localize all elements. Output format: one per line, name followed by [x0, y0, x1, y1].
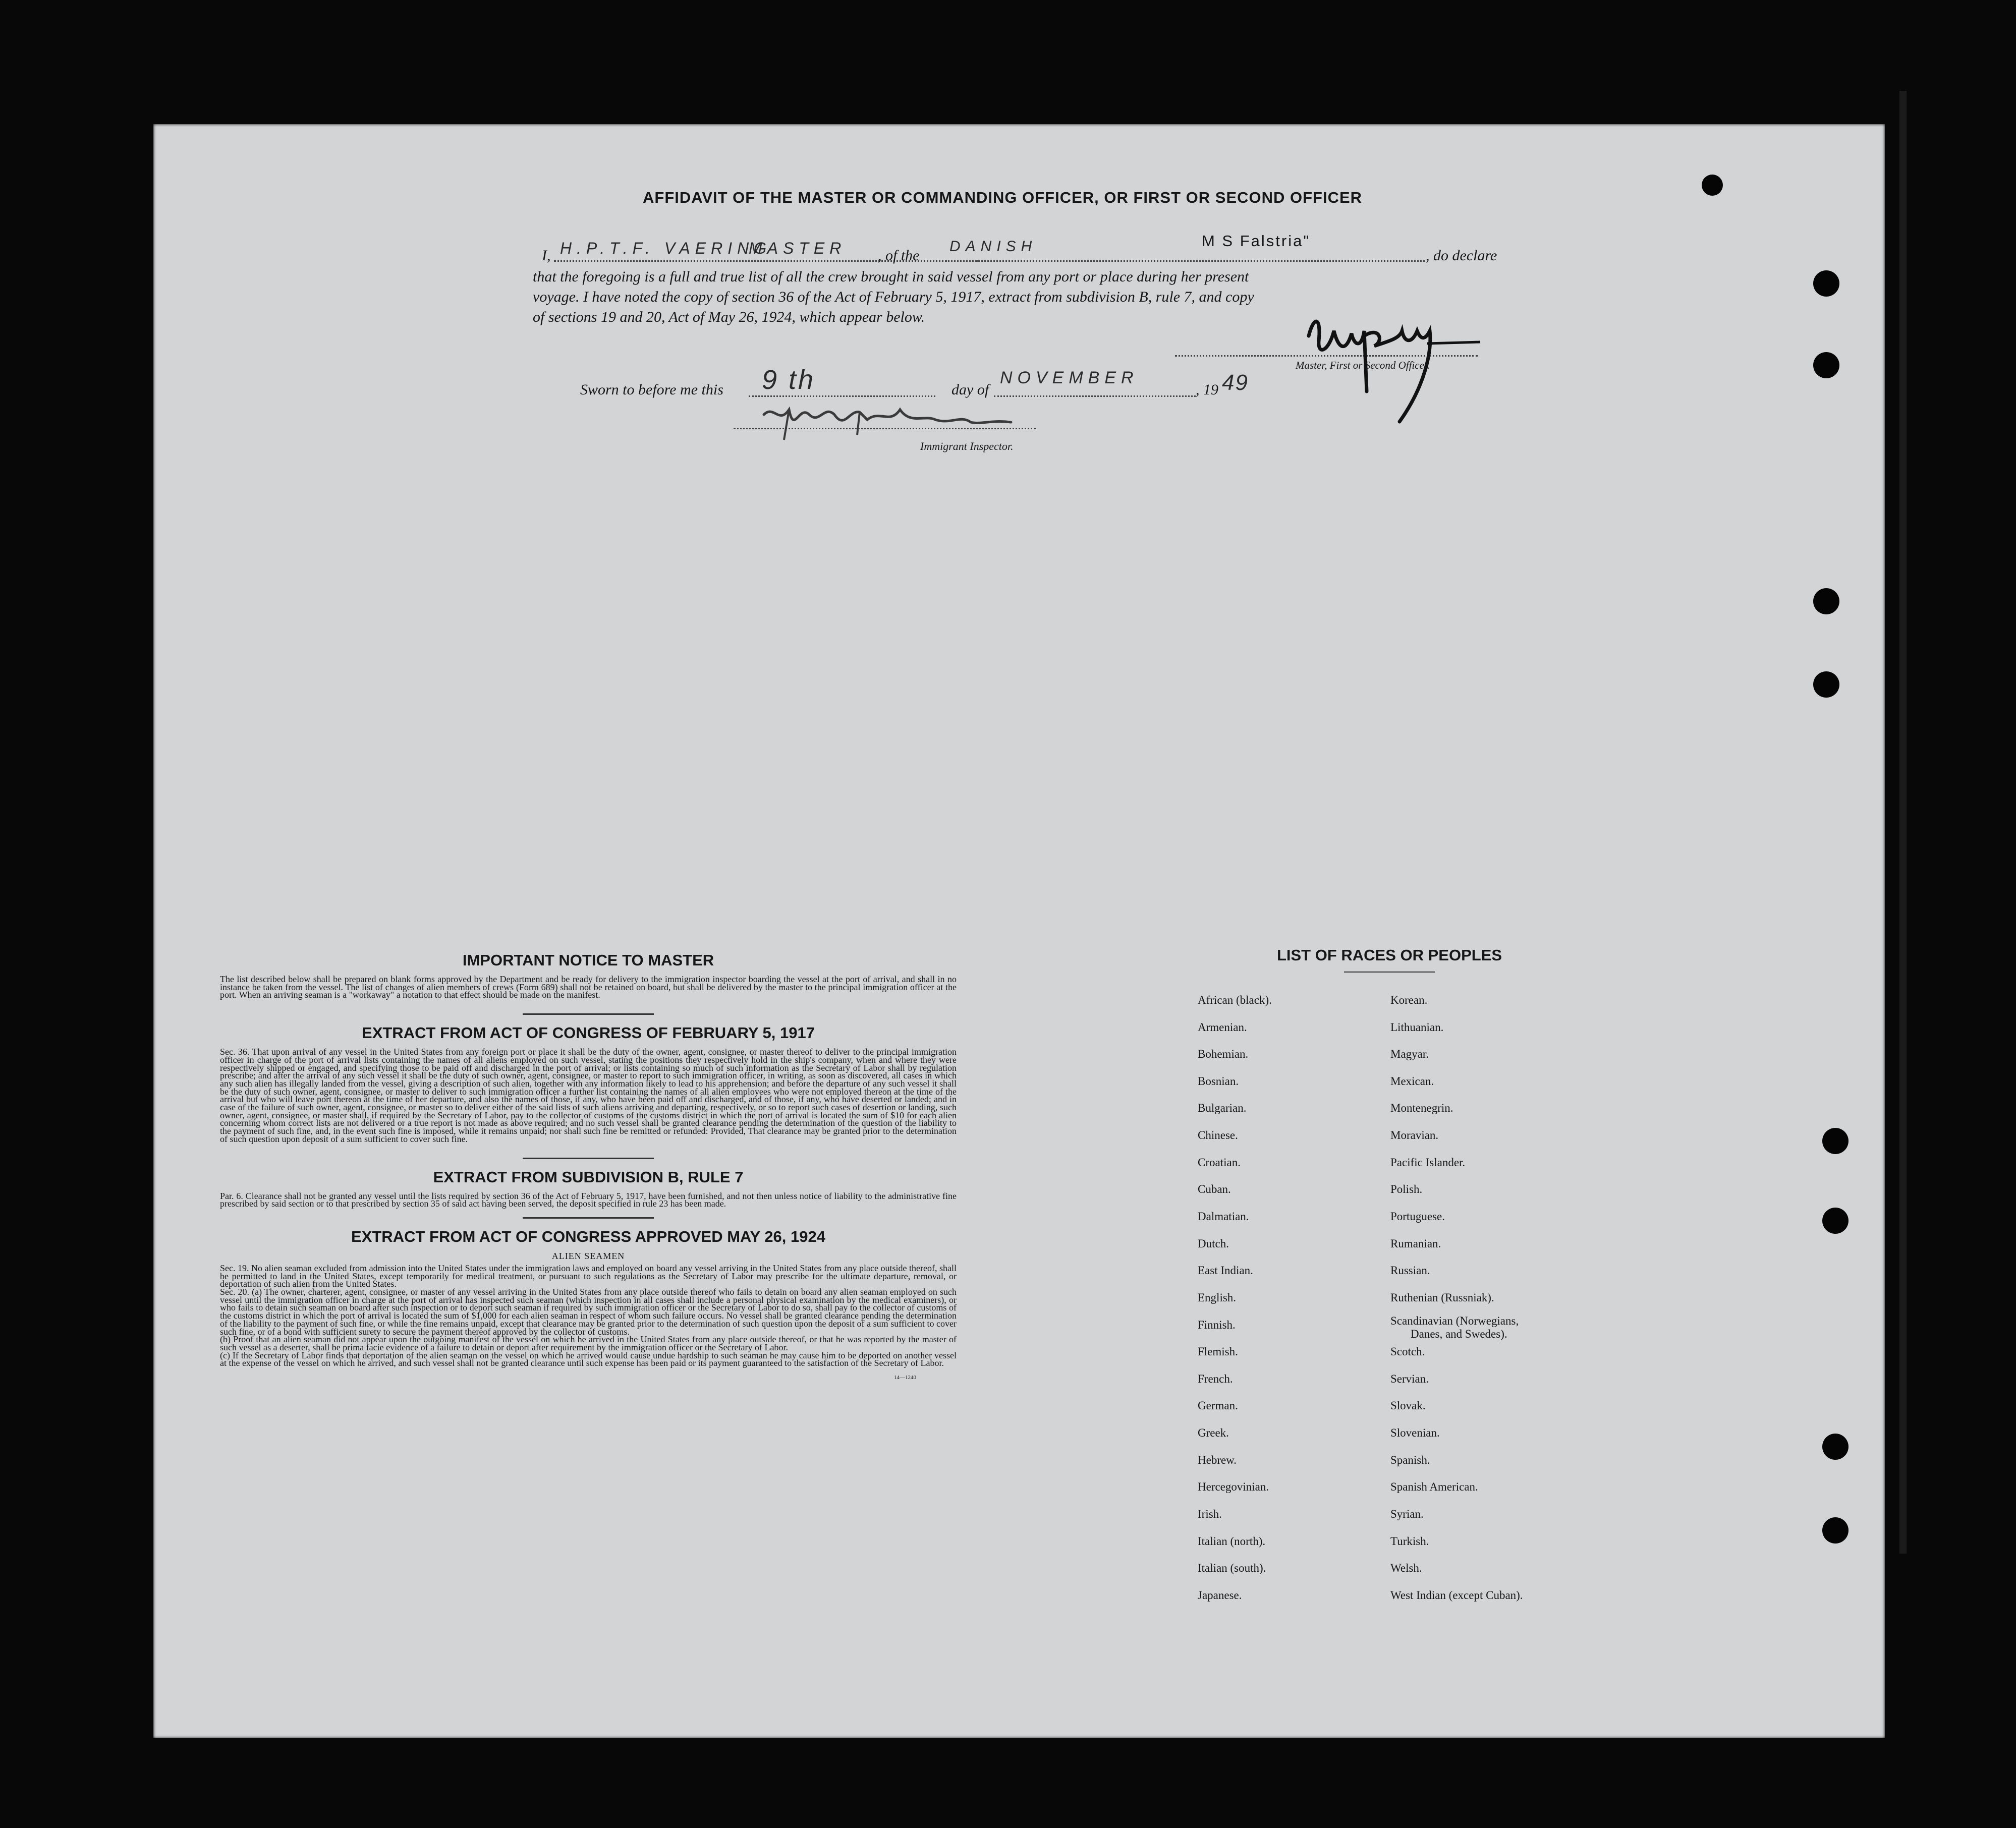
punch-hole	[1822, 1517, 1849, 1544]
race-item: Scotch.	[1390, 1345, 1425, 1358]
form-number: 14—1240	[894, 1375, 916, 1381]
master-name-handwritten: H.P.T.F. VAERING	[560, 239, 772, 257]
race-item: Scandinavian (Norwegians,	[1390, 1315, 1519, 1327]
race-item: Japanese.	[1198, 1589, 1242, 1602]
race-item-continuation: Danes, and Swedes).	[1411, 1328, 1507, 1340]
document-page	[153, 124, 1885, 1738]
race-item: German.	[1198, 1399, 1238, 1412]
rule-7-text: Par. 6. Clearance shall not be granted any vessel until the lists required by section 36 of the Act of February 5, 1917, have been furnished, and not then unless notice of liability to the administrative fine prescribed by said section or to that prescribed by section 35 of said act having been served, the deposit specified in rule 23 has been made.	[220, 1190, 957, 1209]
race-item: Flemish.	[1198, 1345, 1238, 1358]
race-item: African (black).	[1198, 994, 1272, 1006]
master-caption: Master, First or Second Officer.	[1296, 359, 1430, 371]
race-item: Bohemian.	[1198, 1048, 1249, 1060]
month-handwritten: NOVEMBER	[1000, 368, 1139, 387]
race-item: Magyar.	[1390, 1048, 1429, 1060]
race-item: Hebrew.	[1198, 1454, 1237, 1466]
race-item: Lithuanian.	[1390, 1021, 1444, 1034]
ship-name-stamp: M S Falstria"	[1202, 232, 1311, 250]
scanner-edge	[1899, 91, 1907, 1554]
rule-7-heading: EXTRACT FROM SUBDIVISION B, RULE 7	[433, 1168, 744, 1186]
extract-1917-text: Sec. 36. That upon arrival of any vessel in the United States from any foreign port or place it shall be the duty of the owner, agent, consignee, or master thereof to deliver to the principal immigration officer in charge of the port of arrival lists containing the names of all aliens employed on such vessel, stating the positions they respectively hold in the ship's company, when and where they were respectively shipped or engaged, and specifying those to be paid off and discharged in the port of arrival; or lists containing so much of such information as the Secretary of Labor shall by regulation prescribe; and after the arrival of any such vessel it shall be the duty of such owner, agent, consignee, or master to report to such immigration officer, in writing, as soon as discovered, all cases in which any such alien has illegally landed from the vessel, giving a description of such alien, together with any information likely to lead to his apprehension; and before the departure of any such vessel it shall be the duty of such owner, agent, consignee, or master to deliver to such immigration officer a further list containing the names of all alien employees who were not employed thereon at the time of the arrival but who will leave port thereon at the time of her departure, and also the names of those, if any, who have been paid off and discharged, and of those, if any, who have deserted or landed; and in case of the failure of such owner, agent, consignee, or master so to deliver either of the said lists of such aliens arriving and departing, respectively, or so to report such cases of desertion or landing, such owner, agent, consignee, or master shall, if required by the Secretary of Labor, pay to the collector of customs of the customs district in which the port of arrival is located the sum of $10 for each alien concerning whom correct lists are not delivered or a true report is not made as above required; and no such vessel shall be granted clearance pending the determination of the question of the liability to the payment of such fine, and, in the event such fine is imposed, while it remains unpaid; nor shall such fine be remitted or refunded: Provided, That clearance may be granted prior to the determination of such question upon deposit of a sum sufficient to cover such fine.	[220, 1047, 957, 1144]
race-item: Dalmatian.	[1198, 1210, 1249, 1223]
notice-text: The list described below shall be prepared on blank forms approved by the Department and be ready for delivery to the immigration inspector boarding the vessel at the port of arrival, and shall in no instance be taken from the vessel. The list of changes of alien members of crews (Form 689) shall not be retained on board, but shall be delivered by the master to the principal immigration officer at the port. When an arriving seaman is a "workaway" a notation to that effect should be made on the manifest.	[220, 974, 957, 1000]
sec-20a-text: Sec. 20. (a) The owner, charterer, agent, consignee, or master of any vessel arriving in the United States from any place outside thereof who fails to detain on board any alien seaman employed on such vessel until the immigration officer in charge at the port of arrival has inspected such seaman (which inspection in all cases shall include a personal physical examination by the medical examiners), or who fails to detain such seaman on board after such inspection or to deport such seaman if required by such immigration officer or the Secretary of Labor to do so, shall pay to the collector of customs of the customs district in which the port of arrival is located the sum of $1,000 for each alien seaman in respect of whom such failure occurs. No vessel shall be granted clearance pending the determination of the liability to the payment of such fine, or while the fine remains unpaid, except that clearance may be granted prior to the determination of such question upon the deposit of a sum sufficient to cover such fine, or of a bond with sufficient surety to secure the payment thereof approved by the collector of customs.	[220, 1287, 957, 1337]
sec-20c-text: (c) If the Secretary of Labor finds that deportation of the alien seaman on the vessel on which he arrived would cause undue hardship to such seaman he may cause him to be deported on another vessel at the expense of the vessel on which he arrived, and such vessel shall not be granted clearance until such expense has been paid or its payment guaranteed to the satisfaction of the Secretary of Labor.	[220, 1350, 957, 1368]
races-heading: LIST OF RACES OR PEOPLES	[1276, 946, 1502, 964]
race-item: Hercegovinian.	[1198, 1480, 1269, 1493]
affidavit-title: AFFIDAVIT OF THE MASTER OR COMMANDING OFFICER, OR FIRST OR SECOND OFFICER	[643, 189, 1363, 206]
race-item: Moravian.	[1390, 1129, 1439, 1141]
of-the-label: , of the	[878, 247, 920, 264]
race-item: East Indian.	[1198, 1264, 1253, 1277]
inspector-signature	[759, 394, 1041, 445]
year-prefix: , 19	[1196, 381, 1218, 398]
sec-20b-text: (b) Proof that an alien seaman did not appear upon the outgoing manifest of the vessel on which he arrived in the United States from any place outside thereof, or that he was reported by the master of such vessel as a deserter, shall be prima facie evidence of a failure to detain or deport after requirement by the immigration officer or the Secretary of Labor.	[220, 1334, 957, 1352]
declaration-line-2: that the foregoing is a full and true list of all the crew brought in said vessel from any port or place during her present	[533, 268, 1249, 285]
divider	[523, 1013, 654, 1015]
notices-column	[220, 951, 957, 1381]
race-item: Slovak.	[1390, 1399, 1426, 1412]
race-item: English.	[1198, 1291, 1237, 1304]
punch-hole	[1813, 588, 1839, 614]
races-left-column	[1198, 994, 1379, 1730]
nationality-handwritten: DANISH	[949, 238, 1037, 255]
punch-hole	[1813, 352, 1839, 378]
race-item: Turkish.	[1390, 1535, 1429, 1548]
race-item: Irish.	[1198, 1508, 1222, 1520]
divider	[523, 1217, 654, 1219]
race-item: Montenegrin.	[1390, 1102, 1453, 1114]
inspector-caption: Immigrant Inspector.	[920, 440, 1014, 452]
race-item: Bulgarian.	[1198, 1102, 1247, 1114]
race-item: Chinese.	[1198, 1129, 1238, 1141]
declaration-line-1	[542, 232, 1677, 264]
races-section	[1188, 946, 1591, 973]
race-item: Korean.	[1390, 994, 1428, 1006]
race-item: Armenian.	[1198, 1021, 1247, 1034]
race-item: Portuguese.	[1390, 1210, 1445, 1223]
punch-hole	[1822, 1208, 1849, 1234]
year-handwritten: 49	[1222, 370, 1249, 395]
race-item: Ruthenian (Russniak).	[1390, 1291, 1494, 1304]
race-item: French.	[1198, 1373, 1233, 1385]
day-of-label: day of	[951, 381, 989, 398]
race-item: Syrian.	[1390, 1508, 1424, 1520]
sworn-label: Sworn to before me this	[580, 381, 723, 398]
race-item: Slovenian.	[1390, 1426, 1440, 1439]
i-label: I,	[542, 247, 551, 264]
race-item: Russian.	[1390, 1264, 1430, 1277]
punch-hole	[1702, 175, 1723, 196]
sec-19-text: Sec. 19. No alien seaman excluded from admission into the United States under the immigration laws and employed on board any vessel arriving in the United States from any place outside thereof, shall be permitted to land in the United States, except temporarily for medical treatment, or pursuant to such regulations as the Secretary of Labor may prescribe for the ultimate departure, removal, or deportation of such alien from the United States.	[220, 1263, 957, 1289]
race-item: Dutch.	[1198, 1237, 1229, 1250]
extract-1917-heading: EXTRACT FROM ACT OF CONGRESS OF FEBRUARY 5, 1917	[362, 1024, 815, 1042]
race-item: Cuban.	[1198, 1183, 1231, 1195]
declaration-line-3: voyage. I have noted the copy of section 36 of the Act of February 5, 1917, extract from subdivision B, rule 7, and copy	[533, 289, 1254, 305]
punch-hole	[1813, 671, 1839, 698]
extract-1924-heading: EXTRACT FROM ACT OF CONGRESS APPROVED MAY 26, 1924	[351, 1227, 825, 1245]
alien-seamen-subheading: ALIEN SEAMEN	[551, 1250, 625, 1261]
divider	[523, 1158, 654, 1159]
race-item: Rumanian.	[1390, 1237, 1441, 1250]
declaration-line-4: of sections 19 and 20, Act of May 26, 1924, which appear below.	[533, 309, 925, 325]
race-item: Servian.	[1390, 1373, 1429, 1385]
day-handwritten: 9 th	[762, 365, 816, 395]
punch-hole	[1822, 1128, 1849, 1154]
race-item: Pacific Islander.	[1390, 1156, 1466, 1169]
race-item: Croatian.	[1198, 1156, 1241, 1169]
divider	[1344, 972, 1435, 973]
punch-hole	[1822, 1434, 1849, 1460]
do-declare-label: , do declare	[1426, 247, 1497, 264]
race-item: Finnish.	[1198, 1319, 1236, 1331]
race-item: West Indian (except Cuban).	[1390, 1589, 1523, 1602]
race-item: Spanish.	[1390, 1454, 1430, 1466]
notice-heading: IMPORTANT NOTICE TO MASTER	[462, 951, 714, 969]
race-item: Italian (south).	[1198, 1562, 1266, 1574]
race-item: Spanish American.	[1390, 1480, 1478, 1493]
rank-handwritten: MASTER	[749, 239, 847, 257]
race-item: Bosnian.	[1198, 1075, 1239, 1088]
punch-hole	[1813, 270, 1839, 297]
race-item: Greek.	[1198, 1426, 1229, 1439]
race-item: Welsh.	[1390, 1562, 1422, 1574]
race-item: Polish.	[1390, 1183, 1423, 1195]
race-item: Mexican.	[1390, 1075, 1434, 1088]
race-item: Italian (north).	[1198, 1535, 1266, 1548]
races-right-column	[1390, 994, 1643, 1730]
